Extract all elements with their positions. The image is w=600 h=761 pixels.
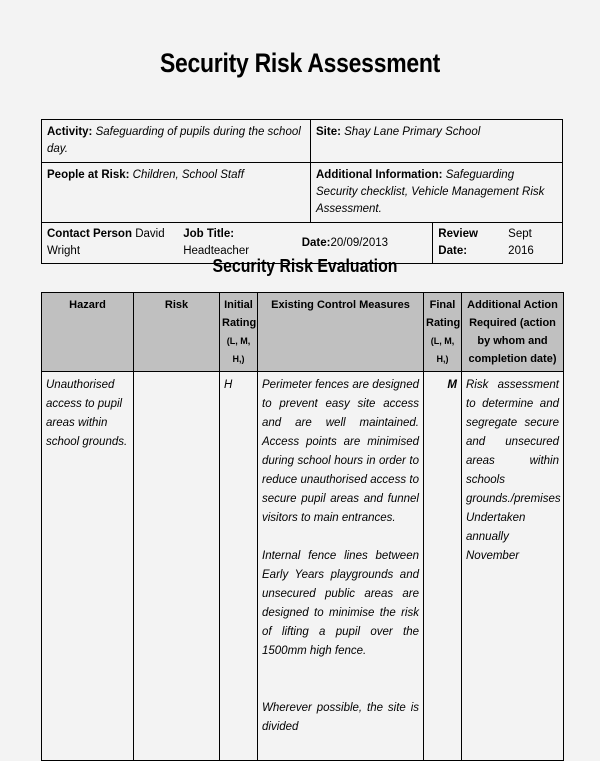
additional-value: Safeguarding Security checklist, Vehicle Management Risk Assessment. <box>316 169 545 215</box>
assessment-info-table <box>41 119 563 264</box>
header-hazard: Hazard <box>42 293 134 372</box>
page-title: Security Risk Assessment <box>159 48 441 78</box>
final-rating-label: Final Rating <box>426 299 461 329</box>
control-paragraph-2: Internal fence lines between Early Years playgrounds and unsecured public areas are designed to minimise the risk of lifting a pupil over the 1500mm high fence. <box>262 550 419 657</box>
action-cell <box>462 372 564 761</box>
action-text-1: Risk assessment to determine and segregate secure and unsecured areas within schools grounds./premises <box>466 379 561 505</box>
date-value: 20/09/2013 <box>330 236 389 249</box>
risk-cell <box>134 372 220 761</box>
job-label: Job Title: <box>183 228 235 240</box>
header-final-rating <box>424 293 462 372</box>
activity-value: Safeguarding of pupils during the school day. <box>47 126 301 155</box>
review-label: Review Date: <box>438 228 478 257</box>
people-label: People at Risk: <box>47 169 130 181</box>
risk-evaluation-table <box>41 292 564 761</box>
date-label: Date: <box>301 236 331 249</box>
header-initial-rating <box>220 293 258 372</box>
header-controls: Existing Control Measures <box>258 293 424 372</box>
section-subtitle: Security Risk Evaluation <box>212 256 398 276</box>
control-paragraph-1: Perimeter fences are designed to prevent easy site access and are well maintained. Access points are minimised during school hours in order to reduce unauthorised access to secure pupil areas and funnel visitors to main entrances. <box>262 379 419 524</box>
people-value: Children, School Staff <box>132 169 244 181</box>
site-cell <box>311 120 563 163</box>
final-rating-scale: (L, M, H,) <box>430 336 455 364</box>
initial-rating-label: Initial Rating <box>222 299 257 329</box>
additional-info-cell <box>311 163 563 223</box>
contact-value: David Wright <box>47 228 165 257</box>
date <box>302 235 433 252</box>
activity-label: Activity: <box>47 126 93 138</box>
people-cell <box>42 163 311 223</box>
header-risk: Risk <box>134 293 220 372</box>
hazard-cell: Unauthorised access to pupil areas within school grounds. <box>42 372 134 761</box>
review-value: Sept 2016 <box>508 228 534 257</box>
additional-label: Additional Information: <box>316 169 443 181</box>
initial-rating-scale: (L, M, H,) <box>226 336 251 364</box>
contact-person <box>47 226 183 260</box>
action-text-2: Undertaken annually November <box>466 512 526 562</box>
job-title <box>183 226 301 260</box>
site-value: Shay Lane Primary School <box>344 126 481 138</box>
job-value: Headteacher <box>183 245 250 257</box>
final-rating-cell: M <box>424 372 462 761</box>
header-action: Additional Action Required (action by whom and completion date) <box>462 293 564 372</box>
initial-rating-cell: H <box>220 372 258 761</box>
controls-cell <box>258 372 424 761</box>
control-paragraph-3: Wherever possible, the site is divided <box>262 702 419 733</box>
site-label: Site: <box>316 126 341 138</box>
contact-label: Contact Person <box>47 228 132 240</box>
table-row <box>42 372 564 761</box>
activity-cell <box>42 120 311 163</box>
